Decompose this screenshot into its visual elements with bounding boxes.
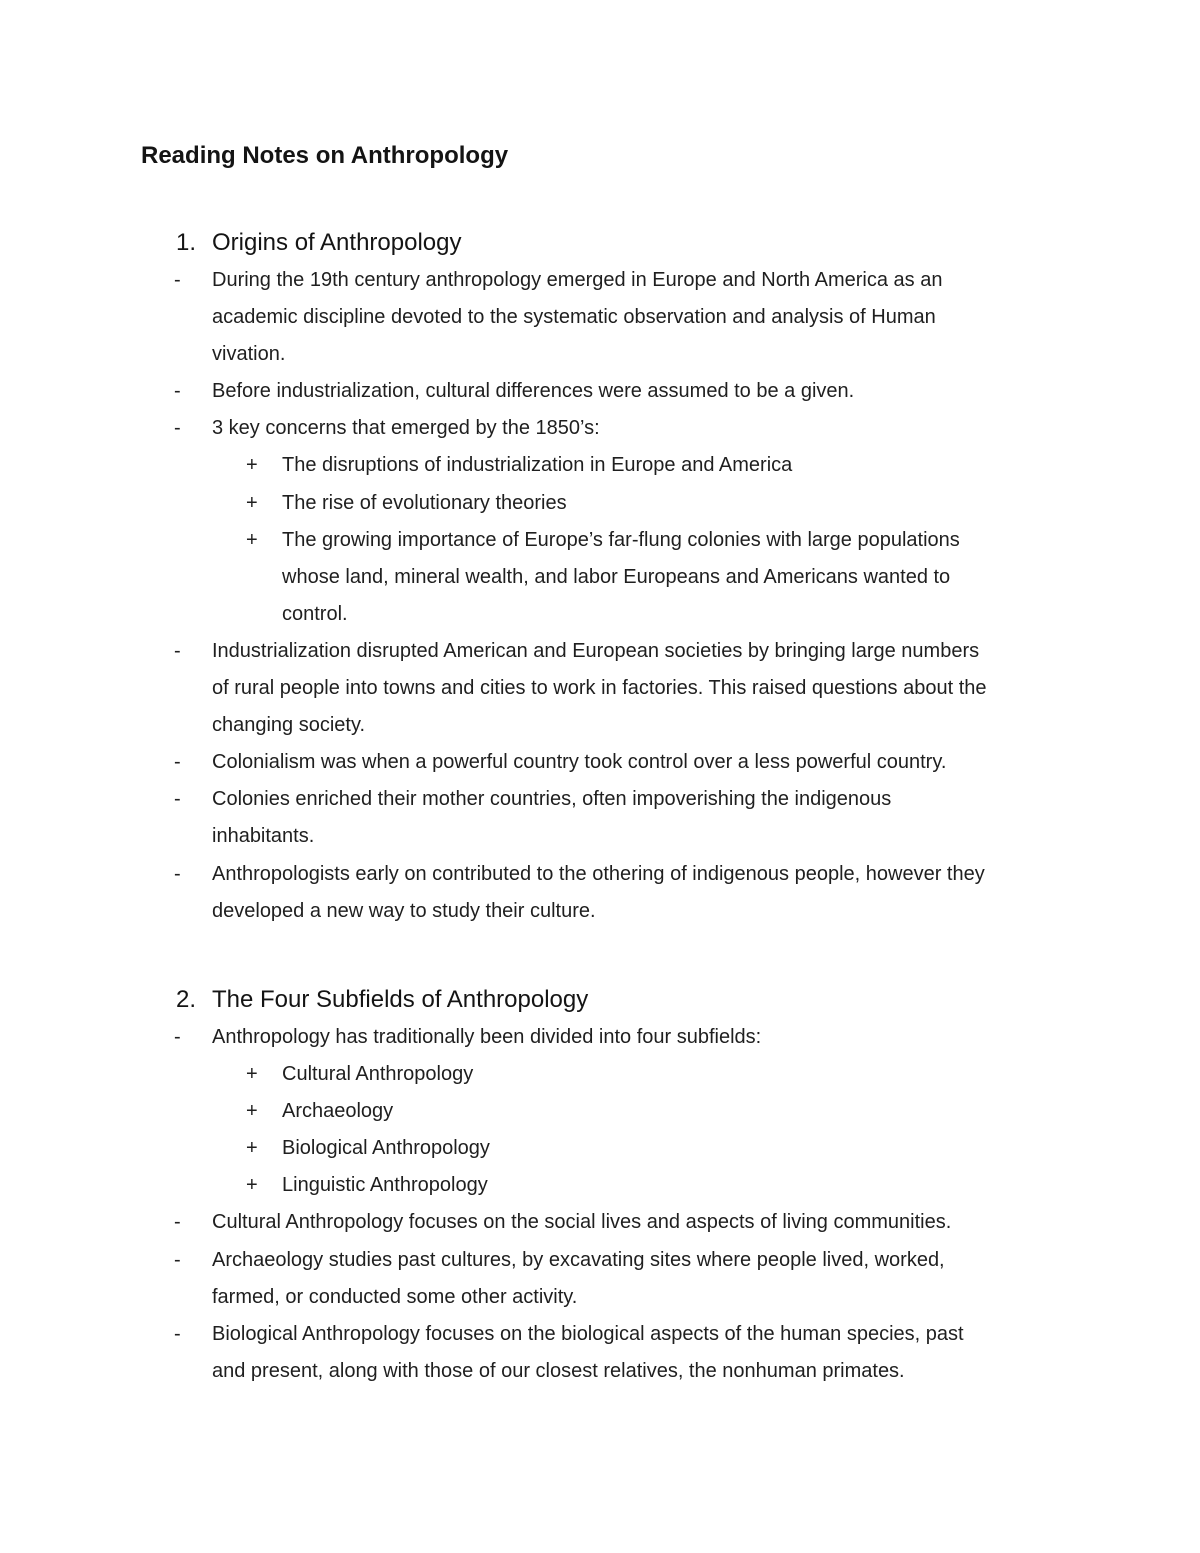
bullet-item [0, 744, 1057, 781]
dash-bullet-marker: - [174, 1026, 181, 1048]
dash-bullet-marker: - [174, 639, 181, 662]
bullet-item [0, 262, 1057, 373]
bullet-text-line: Cultural Anthropology focuses on the social lives and aspects of living communities. [212, 1211, 952, 1234]
sub-bullet-item [0, 1093, 1022, 1130]
sub-bullet-item [0, 1167, 1022, 1204]
bullet-text-line: Anthropology has traditionally been divided into four subfields: [212, 1026, 762, 1048]
section-heading [0, 981, 1200, 1019]
bullet-text-line: Biological Anthropology [282, 1137, 490, 1160]
document-title: Reading Notes on Anthropology [141, 142, 509, 169]
section-heading-text: Origins of Anthropology [212, 229, 462, 256]
bullet-text-line: Cultural Anthropology [282, 1063, 474, 1086]
bullet-text-line: and present, along with those of our closest relatives, the nonhuman primates. [212, 1359, 905, 1382]
bullet-text-line: Archaeology [282, 1100, 394, 1123]
bullet-text-line: 3 key concerns that emerged by the 1850’s: [212, 417, 600, 440]
bullet-item [0, 373, 1057, 410]
plus-bullet-marker: + [246, 454, 258, 477]
section-heading-text: The Four Subfields of Anthropology [212, 986, 589, 1013]
sub-bullet-item [0, 522, 1022, 633]
bullet-text-line: whose land, mineral wealth, and labor Europeans and Americans wanted to [282, 565, 951, 588]
plus-bullet-marker: + [246, 1137, 258, 1160]
bullet-text-line: changing society. [212, 714, 366, 737]
dash-bullet-marker: - [174, 862, 181, 885]
bullet-text-line: The disruptions of industrialization in Europe and America [282, 454, 793, 477]
bullet-text-line: Archaeology studies past cultures, by excavating sites where people lived, worked, [212, 1248, 945, 1271]
bullet-item [0, 410, 1057, 447]
bullet-text-line: of rural people into towns and cities to work in factories. This raised questions about the [212, 677, 987, 700]
bullet-item [0, 1204, 1057, 1241]
bullet-text-line: Biological Anthropology focuses on the biological aspects of the human species, past [212, 1322, 964, 1345]
bullet-item [0, 856, 1057, 930]
plus-bullet-marker: + [246, 1063, 258, 1086]
plus-bullet-marker: + [246, 1174, 258, 1197]
sub-bullet-item [0, 447, 1022, 484]
sub-bullet-item [0, 1130, 1022, 1167]
bullet-text-line: The growing importance of Europe’s far-flung colonies with large populations [282, 528, 960, 551]
bullet-item [0, 633, 1057, 744]
section-subfields [0, 981, 1200, 1390]
sub-bullet-item [0, 1056, 1022, 1093]
bullet-item [0, 1242, 1057, 1316]
dash-bullet-marker: - [174, 417, 181, 440]
section-heading [0, 224, 1200, 262]
bullet-text-line: control. [282, 602, 348, 625]
dash-bullet-marker: - [174, 380, 181, 403]
bullet-text-line: vivation. [212, 343, 286, 366]
bullet-text-line: The rise of evolutionary theories [282, 491, 567, 514]
bullet-text-line: Linguistic Anthropology [282, 1174, 488, 1197]
bullet-list [0, 262, 1200, 930]
plus-bullet-marker: + [246, 528, 258, 551]
plus-bullet-marker: + [246, 491, 258, 514]
bullet-text-line: Anthropologists early on contributed to the othering of indigenous people, however they [212, 862, 985, 885]
sub-bullet-item [0, 485, 1022, 522]
section-number: 1. [176, 229, 197, 256]
bullet-text-line: During the 19th century anthropology emerged in Europe and North America as an [212, 269, 943, 291]
section-number: 2. [176, 986, 197, 1013]
bullet-text-line: Industrialization disrupted American and European societies by bringing large numbers [212, 639, 980, 662]
bullet-item [0, 1316, 1057, 1390]
dash-bullet-marker: - [174, 1322, 181, 1345]
bullet-text-line: Colonialism was when a powerful country took control over a less powerful country. [212, 751, 947, 774]
bullet-text-line: developed a new way to study their culture. [212, 899, 596, 922]
bullet-text-line: Colonies enriched their mother countries, often impoverishing the indigenous [212, 788, 892, 811]
dash-bullet-marker: - [174, 751, 181, 774]
bullet-item [0, 781, 1057, 855]
section-origins [0, 224, 1200, 930]
bullet-text-line: farmed, or conducted some other activity. [212, 1285, 578, 1308]
dash-bullet-marker: - [174, 1211, 181, 1234]
bullet-item [0, 1019, 1057, 1056]
dash-bullet-marker: - [174, 1248, 181, 1271]
dash-bullet-marker: - [174, 269, 181, 291]
plus-bullet-marker: + [246, 1100, 258, 1123]
bullet-text-line: academic discipline devoted to the systematic observation and analysis of Human [212, 306, 936, 329]
bullet-list [0, 1019, 1200, 1390]
dash-bullet-marker: - [174, 788, 181, 811]
bullet-text-line: Before industrialization, cultural differences were assumed to be a given. [212, 380, 855, 403]
bullet-text-line: inhabitants. [212, 825, 315, 848]
